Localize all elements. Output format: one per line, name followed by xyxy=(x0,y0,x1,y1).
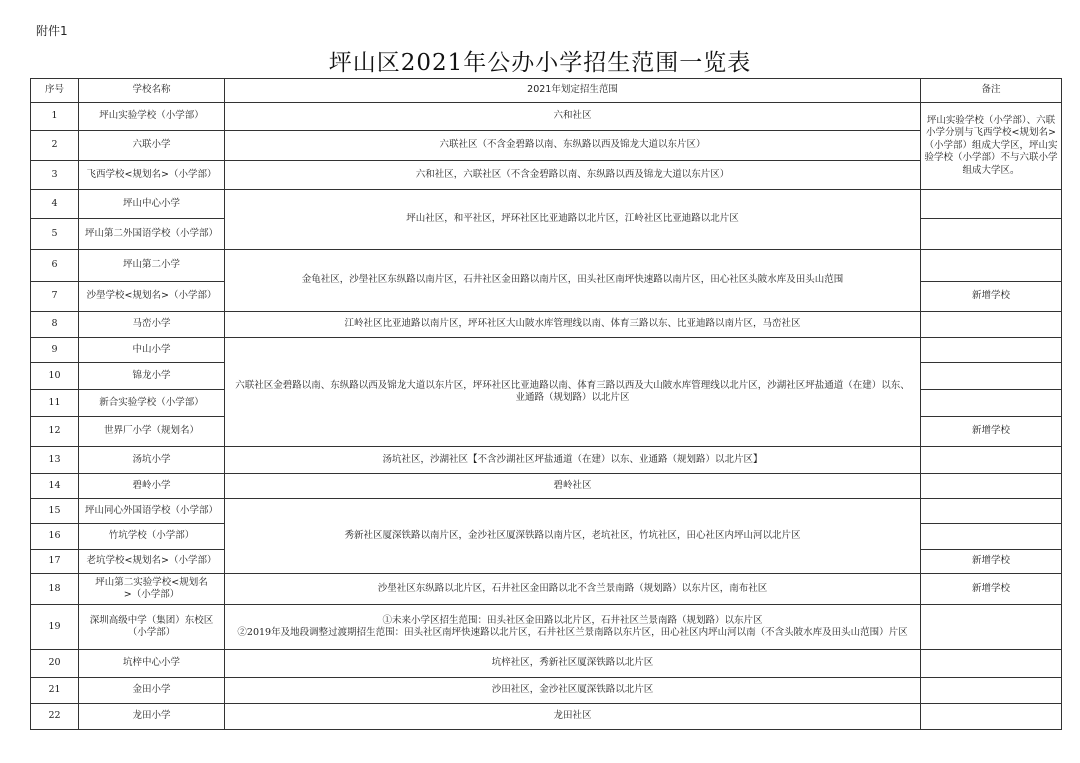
header-range: 2021年划定招生范围 xyxy=(225,79,921,103)
range-cell: 六和社区 xyxy=(225,103,921,131)
remark-cell xyxy=(921,704,1062,730)
seq-cell: 17 xyxy=(31,550,79,574)
seq-cell: 22 xyxy=(31,704,79,730)
seq-cell: 4 xyxy=(31,190,79,219)
seq-cell: 20 xyxy=(31,650,79,678)
seq-cell: 12 xyxy=(31,417,79,447)
table-row xyxy=(31,312,1062,338)
range-cell: 沙田社区，金沙社区厦深铁路以北片区 xyxy=(225,678,921,704)
header-school: 学校名称 xyxy=(79,79,225,103)
seq-cell: 9 xyxy=(31,338,79,363)
seq-cell: 1 xyxy=(31,103,79,131)
attachment-label: 附件1 xyxy=(36,24,68,38)
school-cell: 锦龙小学 xyxy=(79,363,225,390)
remark-cell xyxy=(921,250,1062,282)
range-cell: 坪山社区，和平社区，坪环社区比亚迪路以北片区，江岭社区比亚迪路以北片区 xyxy=(225,190,921,250)
remark-cell xyxy=(921,605,1062,650)
remark-cell xyxy=(921,524,1062,550)
table-row xyxy=(31,499,1062,524)
seq-cell: 10 xyxy=(31,363,79,390)
header-remark: 备注 xyxy=(921,79,1062,103)
seq-cell: 5 xyxy=(31,219,79,250)
remark-cell xyxy=(921,338,1062,363)
table-row xyxy=(31,161,1062,190)
table-row xyxy=(31,574,1062,605)
seq-cell: 8 xyxy=(31,312,79,338)
school-cell: 碧岭小学 xyxy=(79,474,225,499)
range-cell: 龙田社区 xyxy=(225,704,921,730)
remark-cell: 新增学校 xyxy=(921,574,1062,605)
school-cell: 深圳高级中学（集团）东校区（小学部） xyxy=(79,605,225,650)
table-row xyxy=(31,190,1062,219)
seq-cell: 15 xyxy=(31,499,79,524)
table-header-row xyxy=(31,79,1062,103)
school-cell: 沙壆学校<规划名>（小学部） xyxy=(79,282,225,312)
range-cell: 六联社区金碧路以南、东纵路以西及锦龙大道以东片区，坪环社区比亚迪路以南、体育三路以西及大山陂水库管理线以北片区，沙湖社区坪盐通道（在建）以东、业通路（规划路）以北片区 xyxy=(225,338,921,447)
school-cell: 坪山同心外国语学校（小学部） xyxy=(79,499,225,524)
enrollment-table xyxy=(30,78,1062,730)
school-cell: 中山小学 xyxy=(79,338,225,363)
seq-cell: 7 xyxy=(31,282,79,312)
table-row xyxy=(31,131,1062,161)
table-row xyxy=(31,338,1062,363)
header-seq: 序号 xyxy=(31,79,79,103)
school-cell: 坪山实验学校（小学部） xyxy=(79,103,225,131)
remark-cell: 新增学校 xyxy=(921,550,1062,574)
school-cell: 坑梓中心小学 xyxy=(79,650,225,678)
remark-cell xyxy=(921,190,1062,219)
range-line-1: ①未来小学区招生范围：田头社区金田路以北片区，石井社区兰景南路（规划路）以东片区 xyxy=(382,614,763,626)
remark-cell xyxy=(921,219,1062,250)
seq-cell: 18 xyxy=(31,574,79,605)
school-cell: 竹坑学校（小学部） xyxy=(79,524,225,550)
range-cell: 秀新社区厦深铁路以南片区，金沙社区厦深铁路以南片区，老坑社区，竹坑社区，田心社区内坪山河以北片区 xyxy=(225,499,921,574)
remark-cell xyxy=(921,499,1062,524)
range-cell: 坑梓社区，秀新社区厦深铁路以北片区 xyxy=(225,650,921,678)
table-row xyxy=(31,474,1062,499)
range-line-2: ②2019年及地段调整过渡期招生范围：田头社区南坪快速路以北片区，石井社区兰景南路以东片区，田心社区内坪山河以南（不含头陂水库及田头山范围）片区 xyxy=(237,627,908,638)
range-cell: 沙壆社区东纵路以北片区，石井社区金田路以北不含兰景南路（规划路）以东片区，南布社区 xyxy=(225,574,921,605)
table-row xyxy=(31,678,1062,704)
remark-cell: 新增学校 xyxy=(921,417,1062,447)
remark-cell: 新增学校 xyxy=(921,282,1062,312)
table-row xyxy=(31,103,1062,131)
remark-cell xyxy=(921,447,1062,474)
remark-cell xyxy=(921,650,1062,678)
school-cell: 六联小学 xyxy=(79,131,225,161)
seq-cell: 14 xyxy=(31,474,79,499)
remark-cell xyxy=(921,678,1062,704)
table-row xyxy=(31,250,1062,282)
school-cell: 汤坑小学 xyxy=(79,447,225,474)
school-cell: 老坑学校<规划名>（小学部） xyxy=(79,550,225,574)
school-cell: 坪山第二外国语学校（小学部） xyxy=(79,219,225,250)
school-cell: 飞西学校<规划名>（小学部） xyxy=(79,161,225,190)
page-title: 坪山区2021年公办小学招生范围一览表 xyxy=(328,50,752,76)
remark-cell xyxy=(921,474,1062,499)
remark-cell xyxy=(921,312,1062,338)
seq-cell: 3 xyxy=(31,161,79,190)
remark-cell xyxy=(921,390,1062,417)
seq-cell: 21 xyxy=(31,678,79,704)
seq-cell: 19 xyxy=(31,605,79,650)
remark-cell xyxy=(921,363,1062,390)
school-cell: 坪山第二小学 xyxy=(79,250,225,282)
school-cell: 坪山中心小学 xyxy=(79,190,225,219)
table-row xyxy=(31,605,1062,650)
range-cell: 汤坑社区，沙湖社区【不含沙湖社区坪盐通道（在建）以东、业通路（规划路）以北片区】 xyxy=(225,447,921,474)
seq-cell: 11 xyxy=(31,390,79,417)
table-row xyxy=(31,704,1062,730)
seq-cell: 6 xyxy=(31,250,79,282)
range-cell: 江岭社区比亚迪路以南片区，坪环社区大山陂水库管理线以南、体育三路以东、比亚迪路以南片区，马峦社区 xyxy=(225,312,921,338)
range-cell xyxy=(225,605,921,650)
seq-cell: 16 xyxy=(31,524,79,550)
seq-cell: 13 xyxy=(31,447,79,474)
range-cell: 六和社区，六联社区（不含金碧路以南、东纵路以西及锦龙大道以东片区） xyxy=(225,161,921,190)
seq-cell: 2 xyxy=(31,131,79,161)
remark-cell: 坪山实验学校（小学部）、六联小学分别与飞西学校<规划名>（小学部）组成大学区，坪山实验学校（小学部）不与六联小学组成大学区。 xyxy=(921,103,1062,190)
table-row xyxy=(31,650,1062,678)
school-cell: 龙田小学 xyxy=(79,704,225,730)
range-cell: 六联社区（不含金碧路以南、东纵路以西及锦龙大道以东片区） xyxy=(225,131,921,161)
school-cell: 金田小学 xyxy=(79,678,225,704)
range-cell: 碧岭社区 xyxy=(225,474,921,499)
table-row xyxy=(31,447,1062,474)
range-cell: 金龟社区，沙壆社区东纵路以南片区，石井社区金田路以南片区，田头社区南坪快速路以南片区，田心社区头陂水库及田头山范围 xyxy=(225,250,921,312)
school-cell: 坪山第二实验学校<规划名>（小学部） xyxy=(79,574,225,605)
school-cell: 新合实验学校（小学部） xyxy=(79,390,225,417)
school-cell: 世界厂小学（规划名） xyxy=(79,417,225,447)
school-cell: 马峦小学 xyxy=(79,312,225,338)
